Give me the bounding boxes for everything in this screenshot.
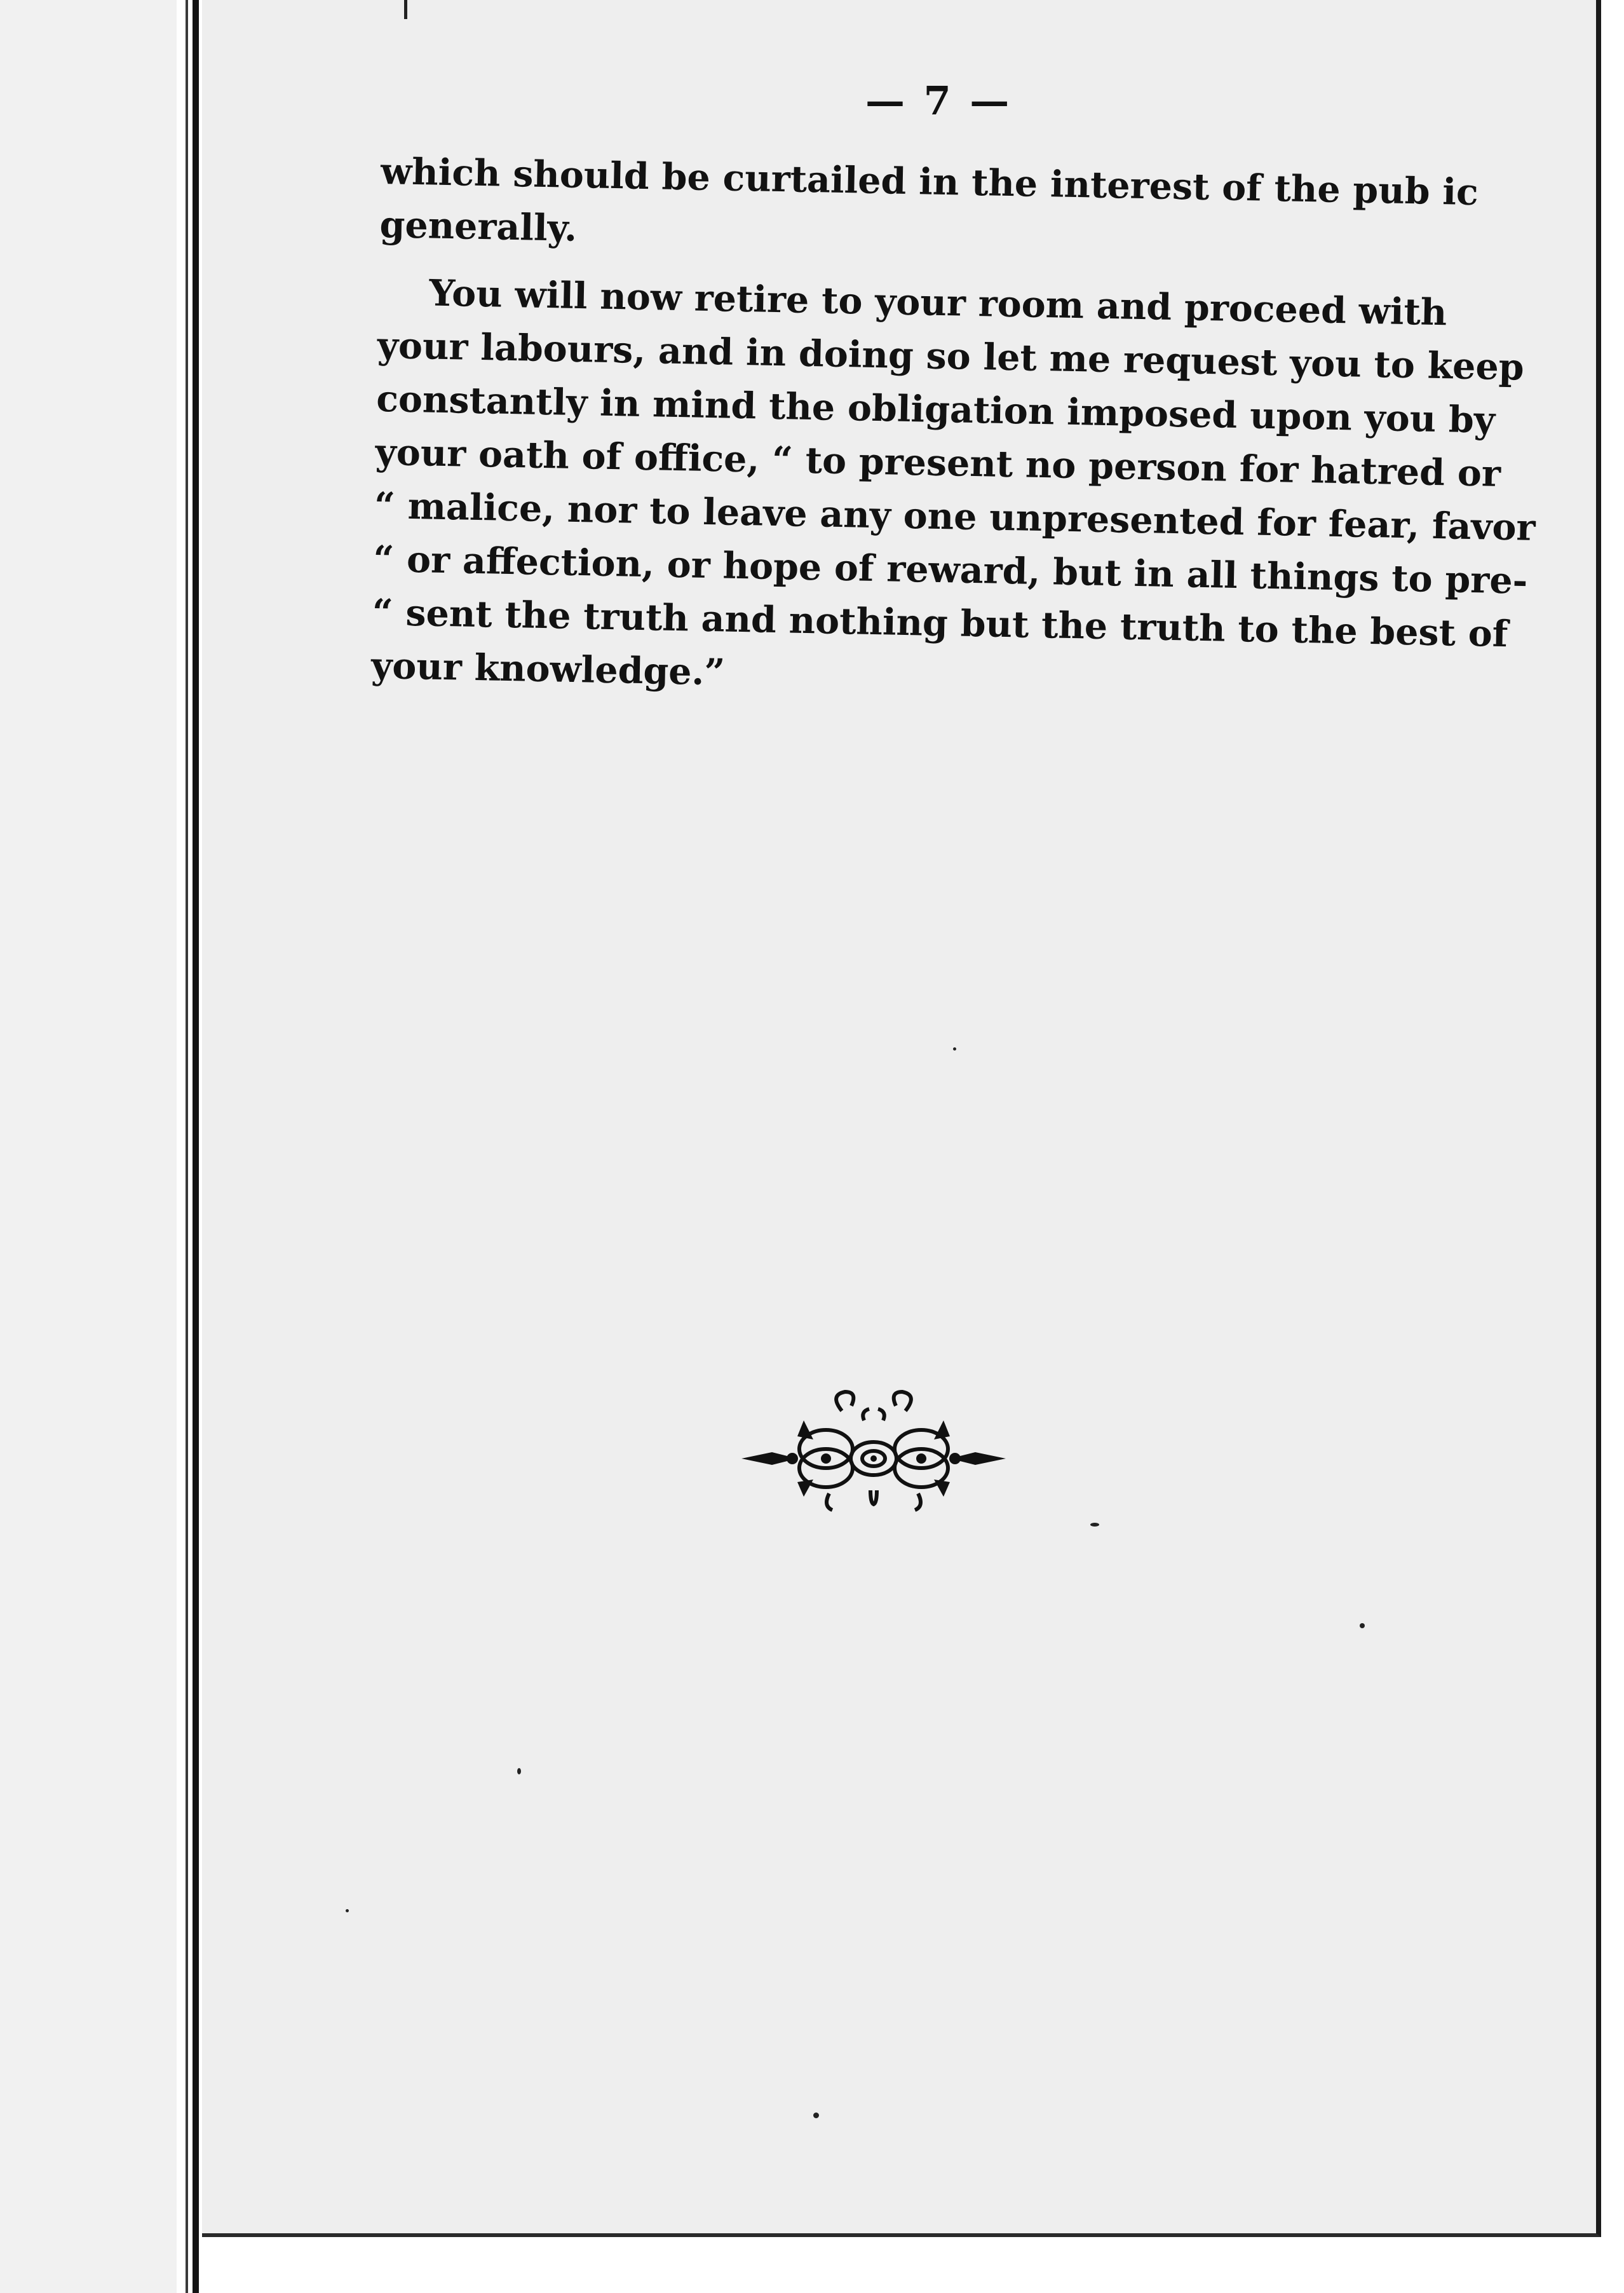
binding-shadow — [186, 0, 188, 2293]
scan-speck — [1360, 1623, 1365, 1628]
text-line: your knowledge.” — [370, 644, 726, 694]
text-line: your labours, and in doing so let me request you to keep — [377, 323, 1525, 389]
scan-speck — [953, 1047, 956, 1051]
binding-edge — [193, 0, 199, 2293]
scan-speck — [517, 1768, 521, 1774]
text-line: which should be curtailed in the interest of the pub ic — [380, 149, 1479, 214]
text-line: “ sent the truth and nothing but the truth to the best of — [372, 590, 1508, 656]
text-line: “ or affection, or hope of reward, but in all things to pre- — [372, 537, 1528, 602]
text-line: constantly in mind the obligation imposed upon you by — [376, 377, 1496, 442]
scan-speck — [346, 1909, 349, 1912]
decorative-ornament-icon — [734, 1385, 1013, 1519]
facing-page-edge — [0, 0, 177, 2293]
text-line: You will now retire to your room and proceed with — [428, 271, 1447, 334]
scan-speck — [813, 2113, 819, 2118]
text-line: your oath of office, “ to present no person for hatred or — [375, 430, 1501, 495]
text-line: generally. — [379, 203, 578, 250]
page-corner-mark — [404, 0, 407, 19]
page-number: — 7 — — [865, 78, 1012, 124]
scan-speck — [1090, 1523, 1099, 1527]
text-line: “ malice, nor to leave any one unpresented for fear, favor — [374, 484, 1536, 549]
body-text — [370, 145, 1536, 713]
